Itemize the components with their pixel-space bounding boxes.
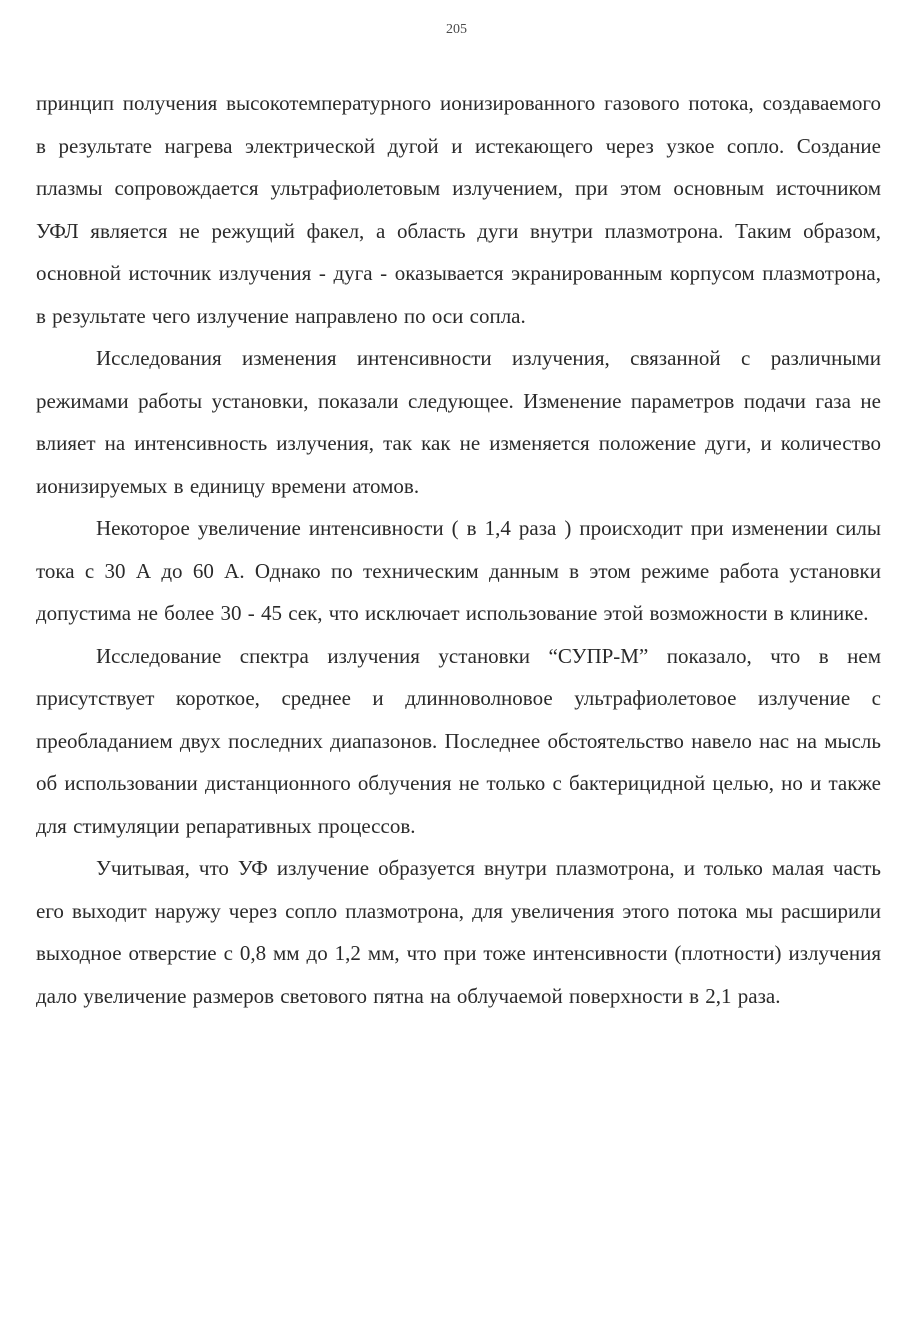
paragraph-current-increase: Некоторое увеличение интенсивности ( в 1,4 раза ) происходит при изменении силы тока с 30 А до 60 А. Однако по техническим данным в этом режиме работа установки допустима не более 30 - 45 сек, что исключает использование этой возможности в клинике. bbox=[36, 516, 881, 625]
text-body bbox=[36, 82, 881, 1017]
paragraph-intensity-research: Исследования изменения интенсивности излучения, связанной с различными режимами работы установки, показали следующее. Изменение параметров подачи газа не влияет на интенсивность излучения, так как не изменяется положение дуги, и количество ионизируемых в единицу времени атомов. bbox=[36, 346, 881, 498]
paragraph-continuation: принцип получения высокотемпературного ионизированного газового потока, создаваемого в результате нагрева электрической дугой и истекающего через узкое сопло. Создание плазмы сопровождается ультрафиолетовым излучением, при этом основным источником УФЛ является не режущий факел, а область дуги внутри плазмотрона. Таким образом, основной источник излучения - дуга - оказывается экранированным корпусом плазмотрона, в результате чего излучение направлено по оси сопла. bbox=[36, 91, 881, 328]
paragraph-nozzle-widening: Учитывая, что УФ излучение образуется внутри плазмотрона, и только малая часть его выходит наружу через сопло плазмотрона, для увеличения этого потока мы расширили выходное отверстие с 0,8 мм до 1,2 мм, что при тоже интенсивности (плотности) излучения дало увеличение размеров светового пятна на облучаемой поверхности в 2,1 раза. bbox=[36, 856, 881, 1008]
page-number: 205 bbox=[446, 22, 467, 37]
paragraph-spectrum-study: Исследование спектра излучения установки “СУПР-М” показало, что в нем присутствует короткое, среднее и длинноволновое ультрафиолетовое излучение с преобладанием двух последних диапазонов. Последнее обстоятельство навело нас на мысль об использовании дистанционного облучения не только с бактерицидной целью, но и также для стимуляции репаративных процессов. bbox=[36, 643, 881, 838]
